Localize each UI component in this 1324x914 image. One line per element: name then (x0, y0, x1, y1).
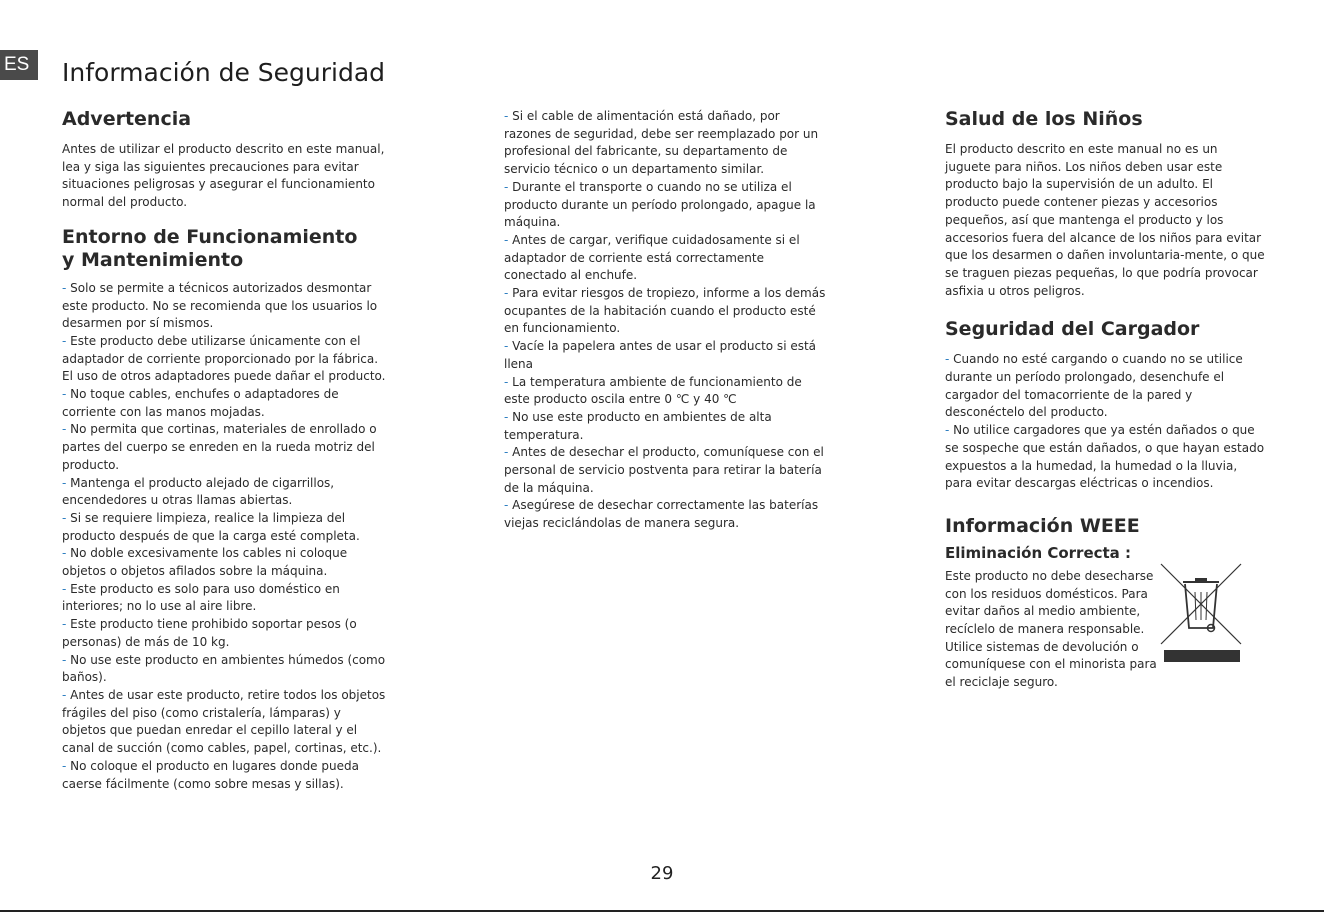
dash-marker: - (62, 387, 71, 402)
bullet-item: - Mantenga el producto alejado de cigarrillos, encendedores u otras llamas abiertas. (62, 475, 335, 508)
heading-line-2: y Mantenimiento (62, 248, 244, 271)
dash-marker: - (504, 445, 513, 460)
heading-line-1: Entorno de Funcionamiento (62, 225, 358, 248)
dash-marker: - (62, 280, 71, 295)
bullet-item: - Antes de cargar, verifique cuidadosamente si el adaptador de corriente está correctamente conectado al enchufe. (504, 232, 800, 283)
bottom-divider (0, 910, 1324, 912)
section-cargador (945, 318, 1265, 493)
advertencia-text: Antes de utilizar el producto descrito en este manual, lea y siga las siguientes precauciones para evitar situaciones peligrosas y asegurar el funcionamiento normal del producto. (62, 142, 385, 210)
bullet-item: - Asegúrese de desechar correctamente las baterías viejas reciclándolas de manera segura. (504, 498, 819, 531)
bullet-item: - Antes de usar este producto, retire todos los objetos frágiles del piso (como cristalería, lámparas) y objetos que puedan enredar el cepillo lateral y el canal de succión (como cables, papel, cortinas, etc.). (62, 687, 386, 756)
section-heading-entorno (62, 226, 387, 272)
bullet-item: - Vacíe la papelera antes de usar el producto si está llena (504, 339, 817, 371)
dash-marker: - (62, 758, 71, 773)
section-heading-cargador: Seguridad del Cargador (945, 318, 1200, 341)
section-advertencia (62, 108, 387, 212)
column-middle (504, 108, 829, 533)
entorno-bullet-list (62, 280, 387, 793)
bullet-item: - Durante el transporte o cuando no se utiliza el producto durante un período prolongado, apague la máquina. (504, 179, 816, 230)
dash-marker: - (504, 374, 513, 389)
bullet-item: - La temperatura ambiente de funcionamiento de este producto oscila entre 0 ℃ y 40 ℃ (504, 374, 802, 407)
bullet-item: - Si el cable de alimentación está dañado, por razones de seguridad, debe ser reemplazado por un profesional del fabricante, su departamento de servicio técnico o un departamento similar. (504, 109, 819, 177)
bullet-item: - Este producto tiene prohibido soportar pesos (o personas) de más de 10 kg. (62, 617, 357, 649)
bullet-item: - Antes de desechar el producto, comuníquese con el personal de servicio postventa para retirar la batería de la máquina. (504, 445, 824, 495)
dash-marker: - (62, 422, 71, 437)
section-heading-weee: Información WEEE (945, 514, 1140, 537)
weee-text: Este producto no debe desecharse con los residuos domésticos. Para evitar daños al medio ambiente, recíclelo de manera responsable. Utilice sistemas de devolución o comuníquese con el minorista para el reciclaje seguro. (945, 568, 1157, 690)
crossed-out-wheelie-bin-icon (1159, 562, 1243, 670)
salud-text: El producto descrito en este manual no es un juguete para niños. Los niños deben usar este producto bajo la supervisión de un adulto. El producto puede contener piezas y accesorios pequeños, así que mantenga el producto y los accesorios fuera del alcance de los niños para evitar que los desarmen o dañen involuntaria-mente, o que se traguen piezas pequeñas, lo que podría provocar asfixia u otros peligros. (945, 142, 1265, 298)
dash-marker: - (504, 232, 513, 247)
column-left (62, 108, 387, 793)
bullet-item: - Este producto es solo para uso doméstico en interiores; no lo use al aire libre. (62, 581, 340, 614)
weee-content (945, 568, 1265, 692)
section-salud (945, 108, 1265, 300)
dash-marker: - (62, 475, 71, 490)
dash-marker: - (504, 286, 513, 301)
bullet-item: - No doble excesivamente los cables ni coloque objetos o objetos afilados sobre la máquina. (62, 546, 348, 579)
dash-marker: - (62, 581, 71, 596)
section-weee (945, 515, 1265, 692)
bullet-item: - No use este producto en ambientes de alta temperatura. (504, 409, 772, 442)
section-entorno (62, 226, 387, 793)
bullet-item: - Para evitar riesgos de tropiezo, informe a los demás ocupantes de la habitación cuando el producto esté en funcionamiento. (504, 286, 826, 336)
page-number: 29 (650, 863, 674, 884)
bullet-item: - Cuando no esté cargando o cuando no se utilice durante un período prolongado, desenchufe el cargador del tomacorriente de la pared y desconéctelo del producto. (945, 352, 1243, 420)
bullet-item: - No coloque el producto en lugares donde pueda caerse fácilmente (como sobre mesas y sillas). (62, 758, 359, 791)
cargador-bullet-list (945, 351, 1265, 493)
dash-marker: - (62, 333, 71, 348)
bullet-item: - No permita que cortinas, materiales de enrollado o partes del cuerpo se enreden en la rueda motriz del producto. (62, 422, 377, 472)
dash-marker: - (504, 109, 513, 123)
dash-marker: - (504, 498, 513, 513)
dash-marker: - (504, 179, 513, 194)
weee-subheading: Eliminación Correcta : (945, 543, 1132, 562)
bullet-item: - Si se requiere limpieza, realice la limpieza del producto después de que la carga esté completa. (62, 510, 360, 543)
dash-marker: - (945, 352, 954, 367)
bullet-item: - Solo se permite a técnicos autorizados desmontar este producto. No se recomienda que los usuarios lo desarmen por sí mismos. (62, 280, 378, 331)
bullet-item: - No toque cables, enchufes o adaptadores de corriente con las manos mojadas. (62, 387, 339, 419)
dash-marker: - (62, 510, 71, 525)
bullet-item: - Este producto debe utilizarse únicamente con el adaptador de corriente proporcionado por la fábrica. El uso de otros adaptadores puede dañar el producto. (62, 333, 386, 384)
column-right (945, 108, 1265, 706)
bullet-item: - No utilice cargadores que ya estén dañados o que se sospeche que están dañados, o que hayan estado expuestos a la humedad, la humedad o la lluvia, para evitar descargas eléctricas o incendios. (945, 423, 1265, 491)
dash-marker: - (62, 687, 71, 702)
section-heading-salud: Salud de los Niños (945, 108, 1143, 130)
dash-marker: - (62, 617, 71, 632)
dash-marker: - (504, 339, 513, 354)
dash-marker: - (504, 409, 513, 424)
dash-marker: - (62, 652, 71, 667)
bullet-item: - No use este producto en ambientes húmedos (como baños). (62, 652, 386, 685)
language-tab: ES (0, 50, 38, 80)
dash-marker: - (945, 423, 954, 438)
dash-marker: - (62, 546, 71, 561)
page-title: Información de Seguridad (62, 58, 386, 87)
section-heading-advertencia: Advertencia (62, 108, 192, 130)
entorno-continued-bullet-list (504, 108, 829, 533)
